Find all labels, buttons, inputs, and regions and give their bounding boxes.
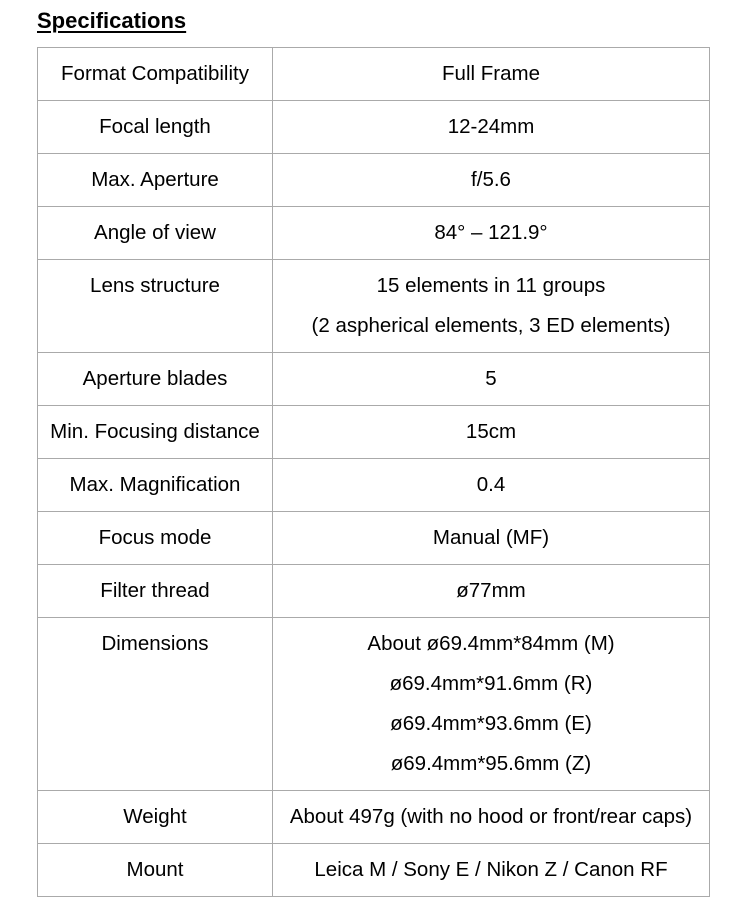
table-row — [38, 260, 710, 353]
spec-label-cell — [38, 154, 273, 207]
spec-value-cell — [273, 618, 710, 791]
table-row — [38, 844, 710, 897]
spec-label: Filter thread — [100, 579, 210, 602]
spec-label: Mount — [126, 858, 184, 881]
table-row — [38, 791, 710, 844]
spec-label-cell — [38, 353, 273, 406]
spec-value-cell — [273, 459, 710, 512]
spec-value-line: 12-24mm — [447, 115, 535, 138]
spec-label: Min. Focusing distance — [50, 420, 260, 443]
spec-label-cell — [38, 618, 273, 791]
spec-label: Aperture blades — [82, 367, 228, 390]
spec-value-line: ø77mm — [456, 579, 526, 602]
spec-value-cell — [273, 791, 710, 844]
table-row — [38, 459, 710, 512]
spec-label: Dimensions — [101, 632, 209, 655]
spec-value-cell — [273, 207, 710, 260]
spec-label: Weight — [123, 805, 187, 828]
table-row — [38, 406, 710, 459]
spec-value-cell — [273, 565, 710, 618]
spec-label-cell — [38, 207, 273, 260]
spec-value-line: About ø69.4mm*84mm (M) — [367, 632, 615, 655]
spec-label: Angle of view — [94, 221, 216, 244]
spec-value-cell — [273, 844, 710, 897]
spec-label-cell — [38, 101, 273, 154]
page-title: Specifications — [37, 8, 187, 33]
table-row — [38, 618, 710, 791]
table-row — [38, 353, 710, 406]
spec-label: Max. Magnification — [69, 473, 241, 496]
spec-value-line: ø69.4mm*93.6mm (E) — [390, 712, 592, 735]
spec-label-cell — [38, 565, 273, 618]
spec-value-line: 84° – 121.9° — [434, 221, 548, 244]
spec-value-line: Full Frame — [442, 62, 540, 85]
spec-value-line: f/5.6 — [471, 168, 511, 191]
spec-value-line: (2 aspherical elements, 3 ED elements) — [311, 314, 671, 337]
table-row — [38, 512, 710, 565]
spec-value-cell — [273, 353, 710, 406]
spec-value-cell — [273, 260, 710, 353]
spec-value-line: 5 — [485, 367, 497, 390]
spec-label-cell — [38, 512, 273, 565]
spec-value-cell — [273, 101, 710, 154]
spec-value-line: 15 elements in 11 groups — [376, 274, 606, 297]
spec-label-cell — [38, 459, 273, 512]
table-row — [38, 154, 710, 207]
spec-value-line: Manual (MF) — [432, 526, 550, 549]
spec-value-cell — [273, 154, 710, 207]
spec-label: Format Compatibility — [61, 62, 249, 85]
spec-label: Lens structure — [90, 274, 220, 297]
table-row — [38, 207, 710, 260]
spec-value-cell — [273, 512, 710, 565]
spec-label-cell — [38, 791, 273, 844]
spec-label: Focus mode — [98, 526, 212, 549]
table-row — [38, 48, 710, 101]
spec-value-line: About 497g (with no hood or front/rear caps) — [289, 805, 693, 828]
spec-label-cell — [38, 260, 273, 353]
spec-value-line: ø69.4mm*91.6mm (R) — [389, 672, 593, 695]
spec-label: Focal length — [99, 115, 211, 138]
spec-value-cell — [273, 406, 710, 459]
spec-value-line: Leica M / Sony E / Nikon Z / Canon RF — [314, 858, 668, 881]
specifications-table — [37, 47, 710, 897]
spec-value-line: ø69.4mm*95.6mm (Z) — [390, 752, 592, 775]
spec-label-cell — [38, 406, 273, 459]
spec-value-line: 0.4 — [476, 473, 506, 496]
table-row — [38, 565, 710, 618]
spec-label-cell — [38, 48, 273, 101]
spec-value-line: 15cm — [465, 420, 517, 443]
table-row — [38, 101, 710, 154]
spec-table-body — [38, 48, 710, 897]
spec-label-cell — [38, 844, 273, 897]
spec-label: Max. Aperture — [91, 168, 219, 191]
spec-value-cell — [273, 48, 710, 101]
